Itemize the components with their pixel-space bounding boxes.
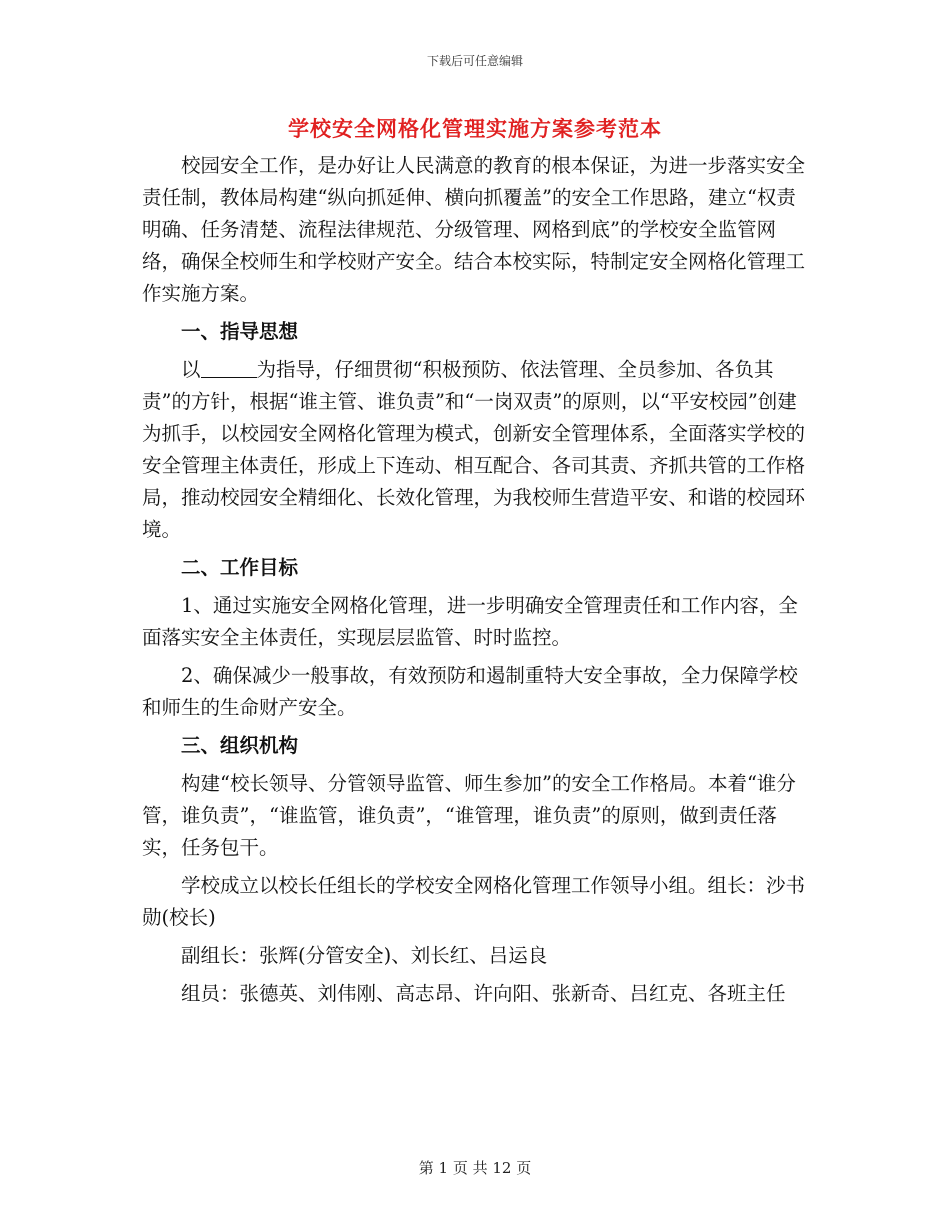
- document-title: 学校安全网格化管理实施方案参考范本: [288, 116, 662, 141]
- organization-paragraph-1: 构建“校长领导、分管领导监管、师生参加”的安全工作格局。本着“谁分管，谁负责”，“谁监管，谁负责”，“谁管理，谁负责”的原则，做到责任落实，任务包干。: [142, 772, 796, 859]
- work-goal-item-1: 1、通过实施安全网格化管理，进一步明确安全管理责任和工作内容，全面落实安全主体责任，实现层层监管、时时监控。: [142, 594, 798, 649]
- guiding-ideology-prefix: 以: [181, 358, 201, 381]
- section-heading-guiding-ideology: 一、指导思想: [181, 320, 299, 343]
- section-heading-work-goals: 二、工作目标: [181, 556, 299, 579]
- organization-paragraph-2: 学校成立以校长任组长的学校安全网格化管理工作领导小组。组长：沙书勋(校长): [142, 874, 806, 929]
- fill-in-blank: [201, 357, 257, 378]
- work-goal-item-2: 2、确保减少一般事故，有效预防和遏制重特大安全事故，全力保障学校和师生的生命财产安全。: [142, 664, 798, 719]
- page-header-note: 下载后可任意编辑: [426, 54, 523, 68]
- page-number-footer: 第 1 页 共 12 页: [418, 1159, 532, 1177]
- section-heading-organization: 三、组织机构: [181, 734, 299, 757]
- guiding-ideology-text: 为指导，仔细贯彻“积极预防、依法管理、全员参加、各负其责”的方针，根据“谁主管、谁负责”和“一岗双责”的原则，以“平安校园”创建为抓手，以校园安全网格化管理为模式，创新安全管理体系，全面落实学校的安全管理主体责任，形成上下连动、相互配合、各司其责、齐抓共管的工作格局，推动校园安全精细化、长效化管理，为我校师生营造平安、和谐的校园环境。: [142, 358, 806, 541]
- organization-members: 组员：张德英、刘伟刚、高志昂、许向阳、张新奇、吕红克、各班主任: [181, 982, 786, 1005]
- guiding-ideology-paragraph: [142, 354, 810, 546]
- intro-paragraph: 校园安全工作，是办好让人民满意的教育的根本保证，为进一步落实安全责任制，教体局构建“纵向抓延伸、横向抓覆盖”的安全工作思路，建立“权责明确、任务清楚、流程法律规范、分级管理、网格到底”的学校安全监管网络，确保全校师生和学校财产安全。结合本校实际，特制定安全网格化管理工作实施方案。: [142, 154, 806, 305]
- document-body: [142, 150, 810, 1010]
- organization-deputy-leaders: 副组长：张辉(分管安全)、刘长红、吕运良: [181, 944, 548, 967]
